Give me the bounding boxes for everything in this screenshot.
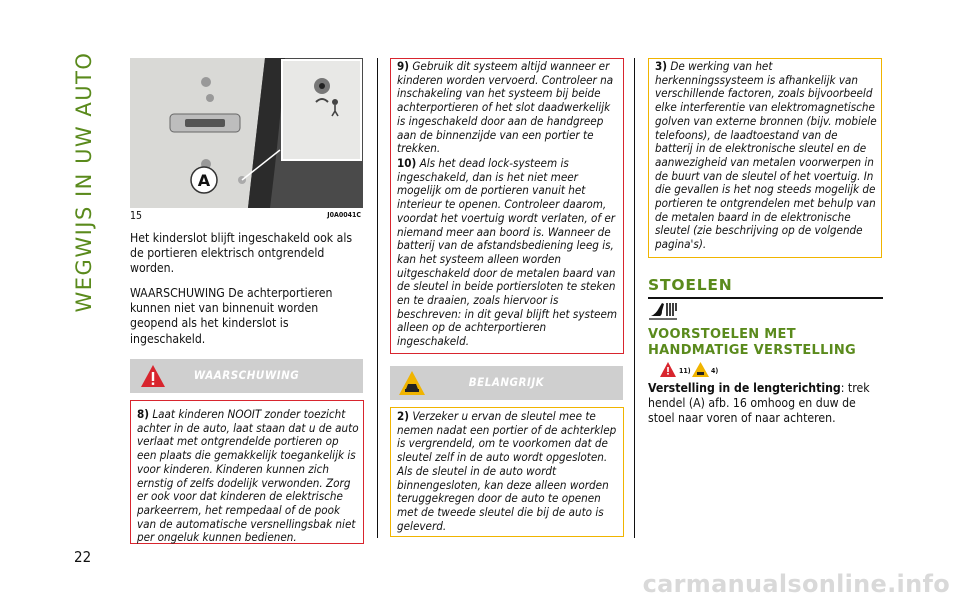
warning-box: [130, 400, 364, 544]
warning-text: [137, 408, 359, 545]
column-divider-1: [377, 58, 378, 538]
warning-ref-icon: [660, 362, 676, 377]
important-continued-box: [648, 58, 882, 258]
important-ref-icon: [692, 362, 709, 377]
note-10: [397, 157, 619, 349]
important-box: [390, 407, 624, 537]
section-heading-block: [648, 276, 883, 299]
note-9: [397, 60, 619, 156]
col1-para-1: Het kinderslot blijft ingeschakeld ook als de portieren elektrisch ontgrendeld worden.: [130, 231, 353, 276]
note-10-body: Als het dead lock-systeem is ingeschakeld, dan is het niet meer mogelijk om de portieren vanuit het interieur te openen. Controleer daarom, voordat het voertuig wordt verlaten, of er niemand meer aan boord is. Wanneer de batterij van de afstandsbediening leeg is, kan het systeem alleen worden uitgeschakeld door de metalen baard van de sleutel in beide portiersloten te steken en te draaien, zoals hiervoor is beschreven: in dit geval blijft het systeem alleen op de achterportieren ingeschakeld.: [397, 156, 618, 349]
warning-continued-box: [390, 58, 624, 354]
subsection-title: VOORSTOELEN MET HANDMATIGE VERSTELLING: [648, 327, 856, 358]
important-body: Verzeker u ervan de sleutel mee te nemen nadat een portier of de achterklep is vergrendeld, om te voorkomen dat de sleutel zelf in de auto wordt opgesloten. Als de sleutel in de auto wordt binnengesloten, kan deze alleen worden teruggekregen door de auto te openen met de tweede sleutel die bij de auto is geleverd.: [397, 409, 617, 533]
important-header: [390, 366, 623, 400]
reference-icons: [660, 362, 760, 382]
door-lock-photo: [130, 58, 363, 208]
body-bold-lead: Verstelling in de lengterichting: [648, 381, 841, 395]
callout-label: A: [197, 171, 211, 190]
note-10-number: 10): [397, 156, 417, 170]
subsection-heading-block: [648, 327, 883, 359]
watermark: carmanualsonline.info: [642, 570, 950, 598]
column-divider-2: [634, 58, 635, 538]
section-rule: [648, 297, 883, 299]
warning-body: Laat kinderen NOOIT zonder toezicht achter in de auto, laat staan dat u de auto verlaat met ontgrendelde portieren op een plaats die gemakkelijk toegankelijk is voor kinderen. Kinderen kunnen zich ernstig of zelfs dodelijk verwonden. Zorg er ook voor dat kinderen de elektrische parkeerrem, het rempedaal of de pook van de automatische versnellingsbak niet per ongeluk kunnen bedienen.: [137, 407, 359, 545]
note-3-number: 3): [655, 59, 668, 73]
col1-para-2: WAARSCHUWING De achterportieren kunnen niet van binnenuit worden geopend als het kinderslot is ingeschakeld.: [130, 286, 333, 346]
important-ref: 4): [711, 367, 719, 375]
note-9-number: 9): [397, 59, 410, 73]
warning-ref: 11): [679, 367, 691, 375]
warning-number: 8): [137, 407, 150, 421]
figure-code: J0A0041C: [327, 211, 361, 219]
important-note: [397, 410, 619, 533]
body-rest: : trek hendel (A) afb. 16 omhoog en duw de stoel naar voren of naar achteren.: [648, 381, 870, 426]
warning-header: [130, 359, 363, 393]
note-3: [655, 60, 877, 252]
col3-body: [648, 381, 883, 427]
important-number: 2): [397, 409, 410, 423]
figure-caption: [130, 210, 363, 224]
page-number: 22: [74, 548, 92, 566]
door-lock-illustration: [130, 58, 363, 208]
note-9-body: Gebruik dit systeem altijd wanneer er kinderen worden vervoerd. Controleer na inschakeling van het systeem bij beide achterportieren of het slot daadwerkelijk is ingeschakeld door aan de handgreep aan de binnenzijde van een portier te trekken.: [397, 59, 614, 156]
side-title-text: WEGWIJS IN UW AUTO: [72, 51, 96, 313]
side-title: [66, 51, 102, 313]
important-title: BELANGRIJK: [468, 375, 545, 389]
seat-adjust-icon: [648, 299, 680, 321]
warning-title: WAARSCHUWING: [193, 368, 300, 382]
figure-number: 15: [130, 210, 143, 222]
section-title: STOELEN: [648, 276, 733, 294]
note-3-body: De werking van het herkenningssysteem is afhankelijk van verschillende factoren, zoals bijvoorbeeld elke interferentie van elektromagnetische golven van externe bronnen (bijv. mobiele telefoons), de laadtoestand van de batterij in de elektronische sleutel en de aanwezigheid van metalen voorwerpen in de buurt van de sleutel of het voertuig. In die gevallen is het nog steeds mogelijk de portieren te ontgrendelen met behulp van de metalen baard in de elektronische sleutel (zie beschrijving op de volgende pagina's).: [655, 59, 877, 252]
